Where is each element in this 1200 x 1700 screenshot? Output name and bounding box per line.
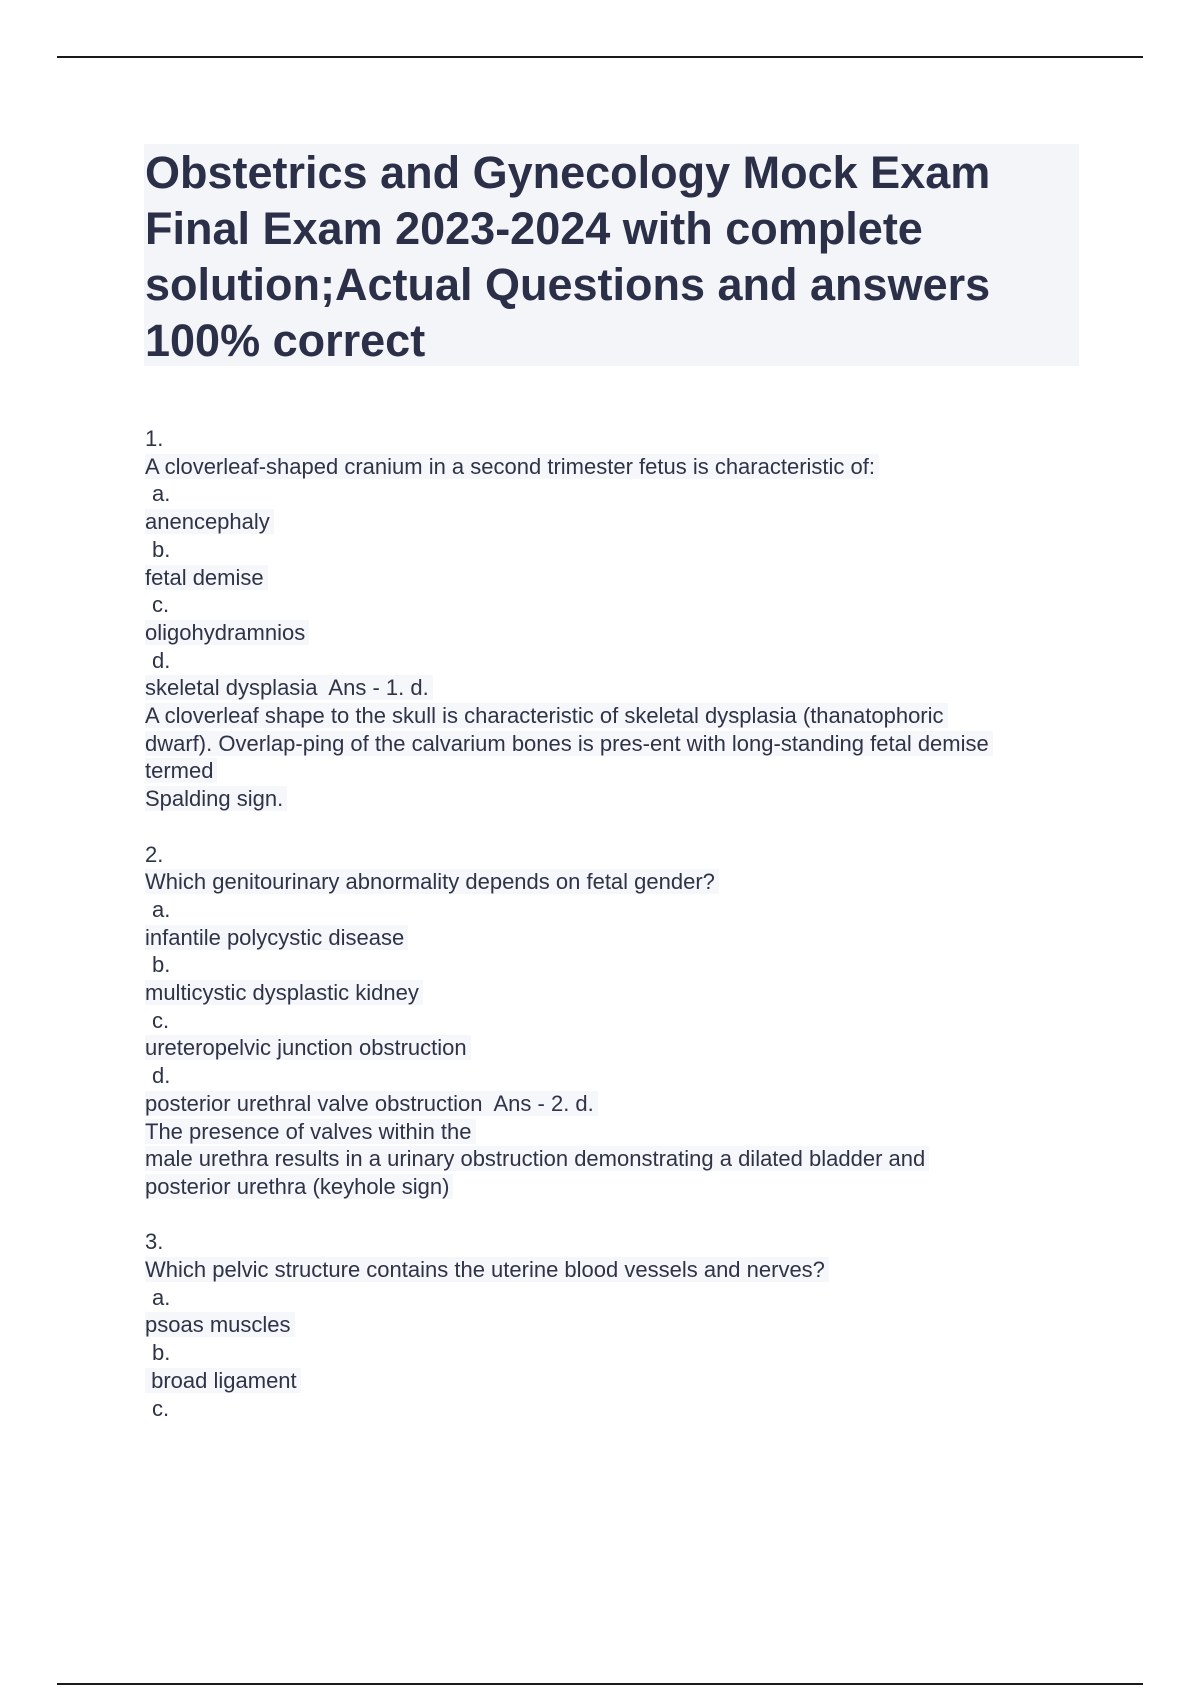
option-letter: a. bbox=[152, 1284, 171, 1310]
option-letter: b. bbox=[152, 1340, 171, 1366]
option-letter: c. bbox=[152, 1395, 170, 1421]
bottom-rule bbox=[57, 1683, 1143, 1685]
option-letter: c. bbox=[152, 592, 170, 618]
answer-line: skeletal dysplasia Ans - 1. d. bbox=[145, 675, 433, 700]
option-text: multicystic dysplastic kidney bbox=[145, 980, 423, 1005]
explanation-line: termed bbox=[145, 758, 217, 783]
document-title: Obstetrics and Gynecology Mock Exam Final Exam 2023-2024 with complete solution;Actual Questions and answers 100% correct bbox=[145, 147, 991, 366]
option-letter: a. bbox=[152, 481, 171, 507]
option-text: fetal demise bbox=[145, 565, 268, 590]
explanation-line: dwarf). Overlap-ping of the calvarium bones is pres-ent with long-standing fetal demise bbox=[145, 731, 993, 756]
explanation-line: posterior urethra (keyhole sign) bbox=[145, 1174, 453, 1199]
option-letter: d. bbox=[152, 1063, 171, 1089]
answer-line: posterior urethral valve obstruction Ans - 2. d. bbox=[145, 1091, 598, 1116]
question-number: 2. bbox=[145, 841, 164, 867]
option-letter: a. bbox=[152, 896, 171, 922]
question-block bbox=[145, 841, 1085, 1201]
option-letter: b. bbox=[152, 952, 171, 978]
spacer bbox=[145, 1201, 1085, 1229]
question-text: Which pelvic structure contains the uterine blood vessels and nerves? bbox=[145, 1257, 829, 1282]
option-text: ureteropelvic junction obstruction bbox=[145, 1035, 471, 1060]
spacer bbox=[145, 813, 1085, 841]
question-block bbox=[145, 425, 1085, 813]
question-number: 1. bbox=[145, 426, 164, 451]
option-text: psoas muscles bbox=[145, 1312, 295, 1337]
option-text: infantile polycystic disease bbox=[145, 925, 408, 950]
question-text: Which genitourinary abnormality depends on fetal gender? bbox=[145, 869, 719, 894]
option-letter: d. bbox=[152, 647, 171, 673]
explanation-line: Spalding sign. bbox=[145, 786, 287, 811]
top-rule bbox=[57, 56, 1143, 58]
option-letter: b. bbox=[152, 536, 171, 562]
option-text: anencephaly bbox=[145, 509, 274, 534]
option-letter: c. bbox=[152, 1007, 170, 1033]
option-text: oligohydramnios bbox=[145, 620, 309, 645]
explanation-line: male urethra results in a urinary obstruction demonstrating a dilated bladder and bbox=[145, 1146, 929, 1171]
explanation-line: A cloverleaf shape to the skull is characteristic of skeletal dysplasia (thanatophoric bbox=[145, 703, 948, 728]
question-text: A cloverleaf-shaped cranium in a second trimester fetus is characteristic of: bbox=[145, 454, 879, 479]
question-block bbox=[145, 1228, 1085, 1422]
document-body bbox=[145, 425, 1085, 1422]
explanation-line: The presence of valves within the bbox=[145, 1119, 476, 1144]
option-text: broad ligament bbox=[145, 1368, 301, 1393]
question-number: 3. bbox=[145, 1229, 164, 1255]
